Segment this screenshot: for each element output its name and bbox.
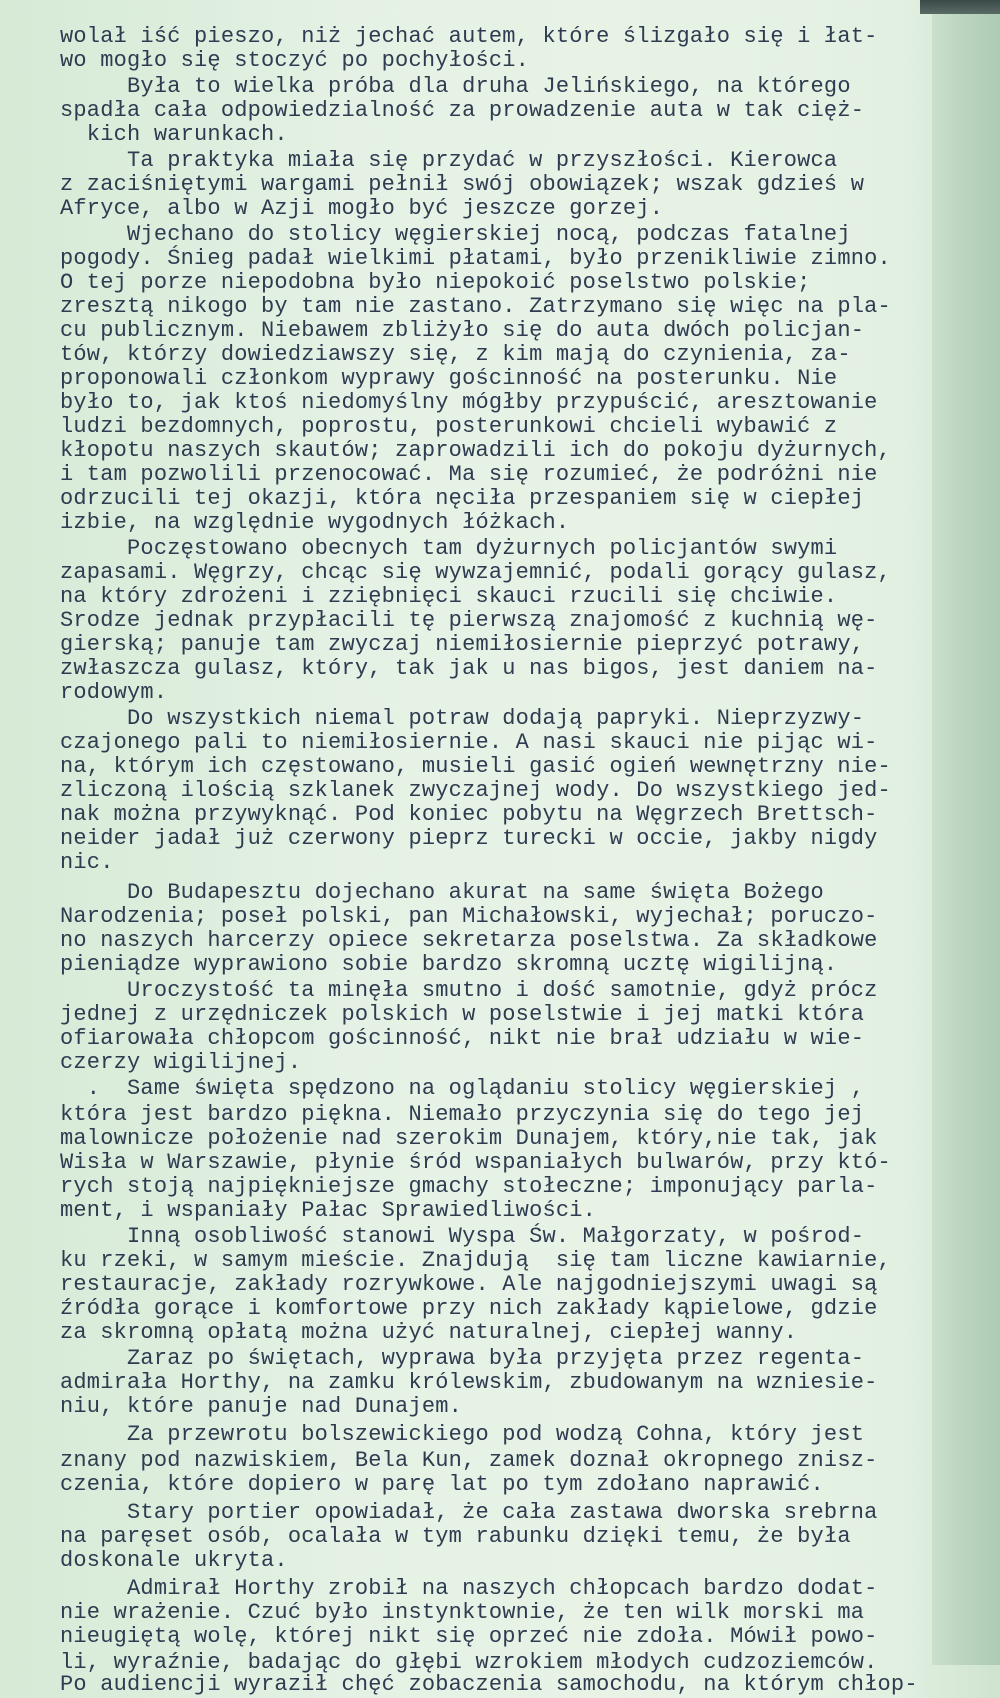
text-line: i tam pozwolili przenocować. Ma się rozumieć, że podróżni nie xyxy=(60,462,878,487)
text-line: restauracje, zakłady rozrywkowe. Ale najgodniejszymi uwagi są xyxy=(60,1272,878,1297)
text-line: która jest bardzo piękna. Niemało przyczynia się do tego jej xyxy=(60,1102,865,1127)
text-line: czajonego pali to niemiłosiernie. A nasi skauci nie pijąc wi- xyxy=(60,730,878,755)
text-line: wolał iść pieszo, niż jechać autem, które ślizgało się i łat- xyxy=(60,24,878,49)
text-line: doskonale ukryta. xyxy=(60,1548,288,1573)
text-line: Narodzenia; poseł polski, pan Michałowski, wyjechał; poruczo- xyxy=(60,904,878,929)
text-line: rych stoją najpiękniejsze gmachy stołeczne; imponujący parla- xyxy=(60,1174,878,1199)
text-line: odrzucili tej okazji, która nęciła przespaniem się w ciepłej xyxy=(60,486,865,511)
text-line: Po audiencji wyraził chęć zobaczenia samochodu, na którym chłop- xyxy=(60,1672,918,1698)
text-line: na paręset osób, ocalała w tym rabunku dzięki temu, że była xyxy=(60,1524,851,1549)
text-line: jednej z urzędniczek polskich w poselstwie i jej matki która xyxy=(60,1002,865,1027)
text-line: Wisła w Warszawie, płynie śród wspaniałych bulwarów, przy któ- xyxy=(60,1150,891,1175)
text-line: ment, i wspaniały Pałac Sprawiedliwości. xyxy=(60,1198,597,1223)
text-line: z zaciśniętymi wargami pełnił swój obowiązek; wszak gdzieś w xyxy=(60,172,865,197)
text-line: zapasami. Węgrzy, chcąc się wywzajemnić, podali gorący gulasz, xyxy=(60,560,891,585)
text-line: Ta praktyka miała się przydać w przyszłości. Kierowca xyxy=(60,148,838,173)
text-line: Do wszystkich niemal potraw dodają papryki. Nieprzyzwy- xyxy=(60,706,865,731)
text-line: zresztą nikogo by tam nie zastano. Zatrzymano się więc na pla- xyxy=(60,294,891,319)
text-line: Poczęstowano obecnych tam dyżurnych policjantów swymi xyxy=(60,536,838,561)
text-line: zwłaszcza gulasz, który, tak jak u nas bigos, jest daniem na- xyxy=(60,656,878,681)
text-line: kich warunkach. xyxy=(60,122,288,147)
text-line: Zaraz po świętach, wyprawa była przyjęta przez regenta- xyxy=(60,1346,865,1371)
text-line: proponowali członkom wyprawy gościnność na posterunku. Nie xyxy=(60,366,838,391)
text-line: neider jadał już czerwony pieprz turecki w occie, jakby nigdy xyxy=(60,826,878,851)
text-line: kłopotu naszych skautów; zaprowadzili ich do pokoju dyżurnych, xyxy=(60,438,891,463)
text-line: spadła cała odpowiedzialność za prowadzenie auta w tak cięż- xyxy=(60,98,865,123)
text-line: nak można przywyknąć. Pod koniec pobytu na Węgrzech Brettsch- xyxy=(60,802,878,827)
text-line: Za przewrotu bolszewickiego pod wodzą Cohna, który jest xyxy=(60,1422,865,1447)
text-line: czerzy wigilijnej. xyxy=(60,1050,302,1075)
text-line: pogody. Śnieg padał wielkimi płatami, było przenikliwie zimno. xyxy=(60,246,891,271)
text-line: Wjechano do stolicy węgierskiej nocą, podczas fatalnej xyxy=(60,222,851,247)
text-line: Admirał Horthy zrobił na naszych chłopcach bardzo dodat- xyxy=(60,1576,878,1601)
text-line: cu publicznym. Niebawem zbliżyło się do auta dwóch policjan- xyxy=(60,318,865,343)
text-line: nieugiętą wolę, której nikt się oprzeć nie zdoła. Mówił powo- xyxy=(60,1624,878,1649)
text-line: gierską; panuje tam zwyczaj niemiłosiernie pieprzyć potrawy, xyxy=(60,632,865,657)
text-line: O tej porze niepodobna było niepokoić poselstwo polskie; xyxy=(60,270,811,295)
text-line: Uroczystość ta minęła smutno i dość samotnie, gdyż prócz xyxy=(60,978,878,1003)
text-line: znany pod nazwiskiem, Bela Kun, zamek doznał okropnego znisz- xyxy=(60,1448,878,1473)
text-line: malownicze położenie nad szerokim Dunajem, który,nie tak, jak xyxy=(60,1126,878,1151)
text-line: tów, którzy dowiedziawszy się, z kim mają do czynienia, za- xyxy=(60,342,851,367)
text-line: izbie, na względnie wygodnych łóżkach. xyxy=(60,510,570,535)
text-line: było to, jak ktoś niedomyślny mógłby przypuścić, aresztowanie xyxy=(60,390,878,415)
text-line: ludzi bezdomnych, poprostu, posterunkowi chcieli wybawić z xyxy=(60,414,838,439)
text-line: Do Budapesztu dojechano akurat na same święta Bożego xyxy=(60,880,824,905)
text-line: ofiarowała chłopcom gościnność, nikt nie brał udziału w wie- xyxy=(60,1026,865,1051)
text-line: Była to wielka próba dla druha Jelińskiego, na którego xyxy=(60,74,851,99)
scanner-corner xyxy=(920,0,1000,14)
text-line: za skromną opłatą można użyć naturalnej, ciepłej wanny. xyxy=(60,1320,798,1345)
text-line: no naszych harcerzy opiece sekretarza poselstwa. Za składkowe xyxy=(60,928,878,953)
text-line: zliczoną ilością szklanek zwyczajnej wody. Do wszystkiego jed- xyxy=(60,778,891,803)
text-line: Srodze jednak przypłacili tę pierwszą znajomość z kuchnią wę- xyxy=(60,608,878,633)
text-line: czenia, które dopiero w parę lat po tym zdołano naprawić. xyxy=(60,1472,824,1497)
text-line: Afryce, albo w Azji mogło być jeszcze gorzej. xyxy=(60,196,664,221)
text-line: niu, które panuje nad Dunajem. xyxy=(60,1394,463,1419)
text-line: wo mogło się stoczyć po pochyłości. xyxy=(60,48,530,73)
text-line: Inną osobliwość stanowi Wyspa Św. Małgorzaty, w pośrod- xyxy=(60,1224,865,1249)
text-line: ku rzeki, w samym mieście. Znajdują się tam liczne kawiarnie, xyxy=(60,1248,891,1273)
typewritten-page xyxy=(60,24,940,1698)
page-edge-shadow xyxy=(932,0,1000,1665)
text-line: na, którym ich częstowano, musieli gasić ogień wewnętrzny nie- xyxy=(60,754,891,779)
text-line: Stary portier opowiadał, że cała zastawa dworska srebrna xyxy=(60,1500,878,1525)
text-line: pieniądze wyprawiono sobie bardzo skromną ucztę wigilijną. xyxy=(60,952,838,977)
text-line: li, wyraźnie, badając do głębi wzrokiem młodych cudzoziemców. xyxy=(60,1650,878,1675)
text-line: źródła gorące i komfortowe przy nich zakłady kąpielowe, gdzie xyxy=(60,1296,878,1321)
text-line: nic. xyxy=(60,850,114,875)
text-line: na który zdrożeni i zziębnięci skauci rzucili się chciwie. xyxy=(60,584,838,609)
text-line: . Same święta spędzono na oglądaniu stolicy węgierskiej , xyxy=(60,1076,865,1101)
text-line: rodowym. xyxy=(60,680,168,705)
text-line: nie wrażenie. Czuć było instynktownie, że ten wilk morski ma xyxy=(60,1600,865,1625)
text-line: admirała Horthy, na zamku królewskim, zbudowanym na wzniesie- xyxy=(60,1370,878,1395)
